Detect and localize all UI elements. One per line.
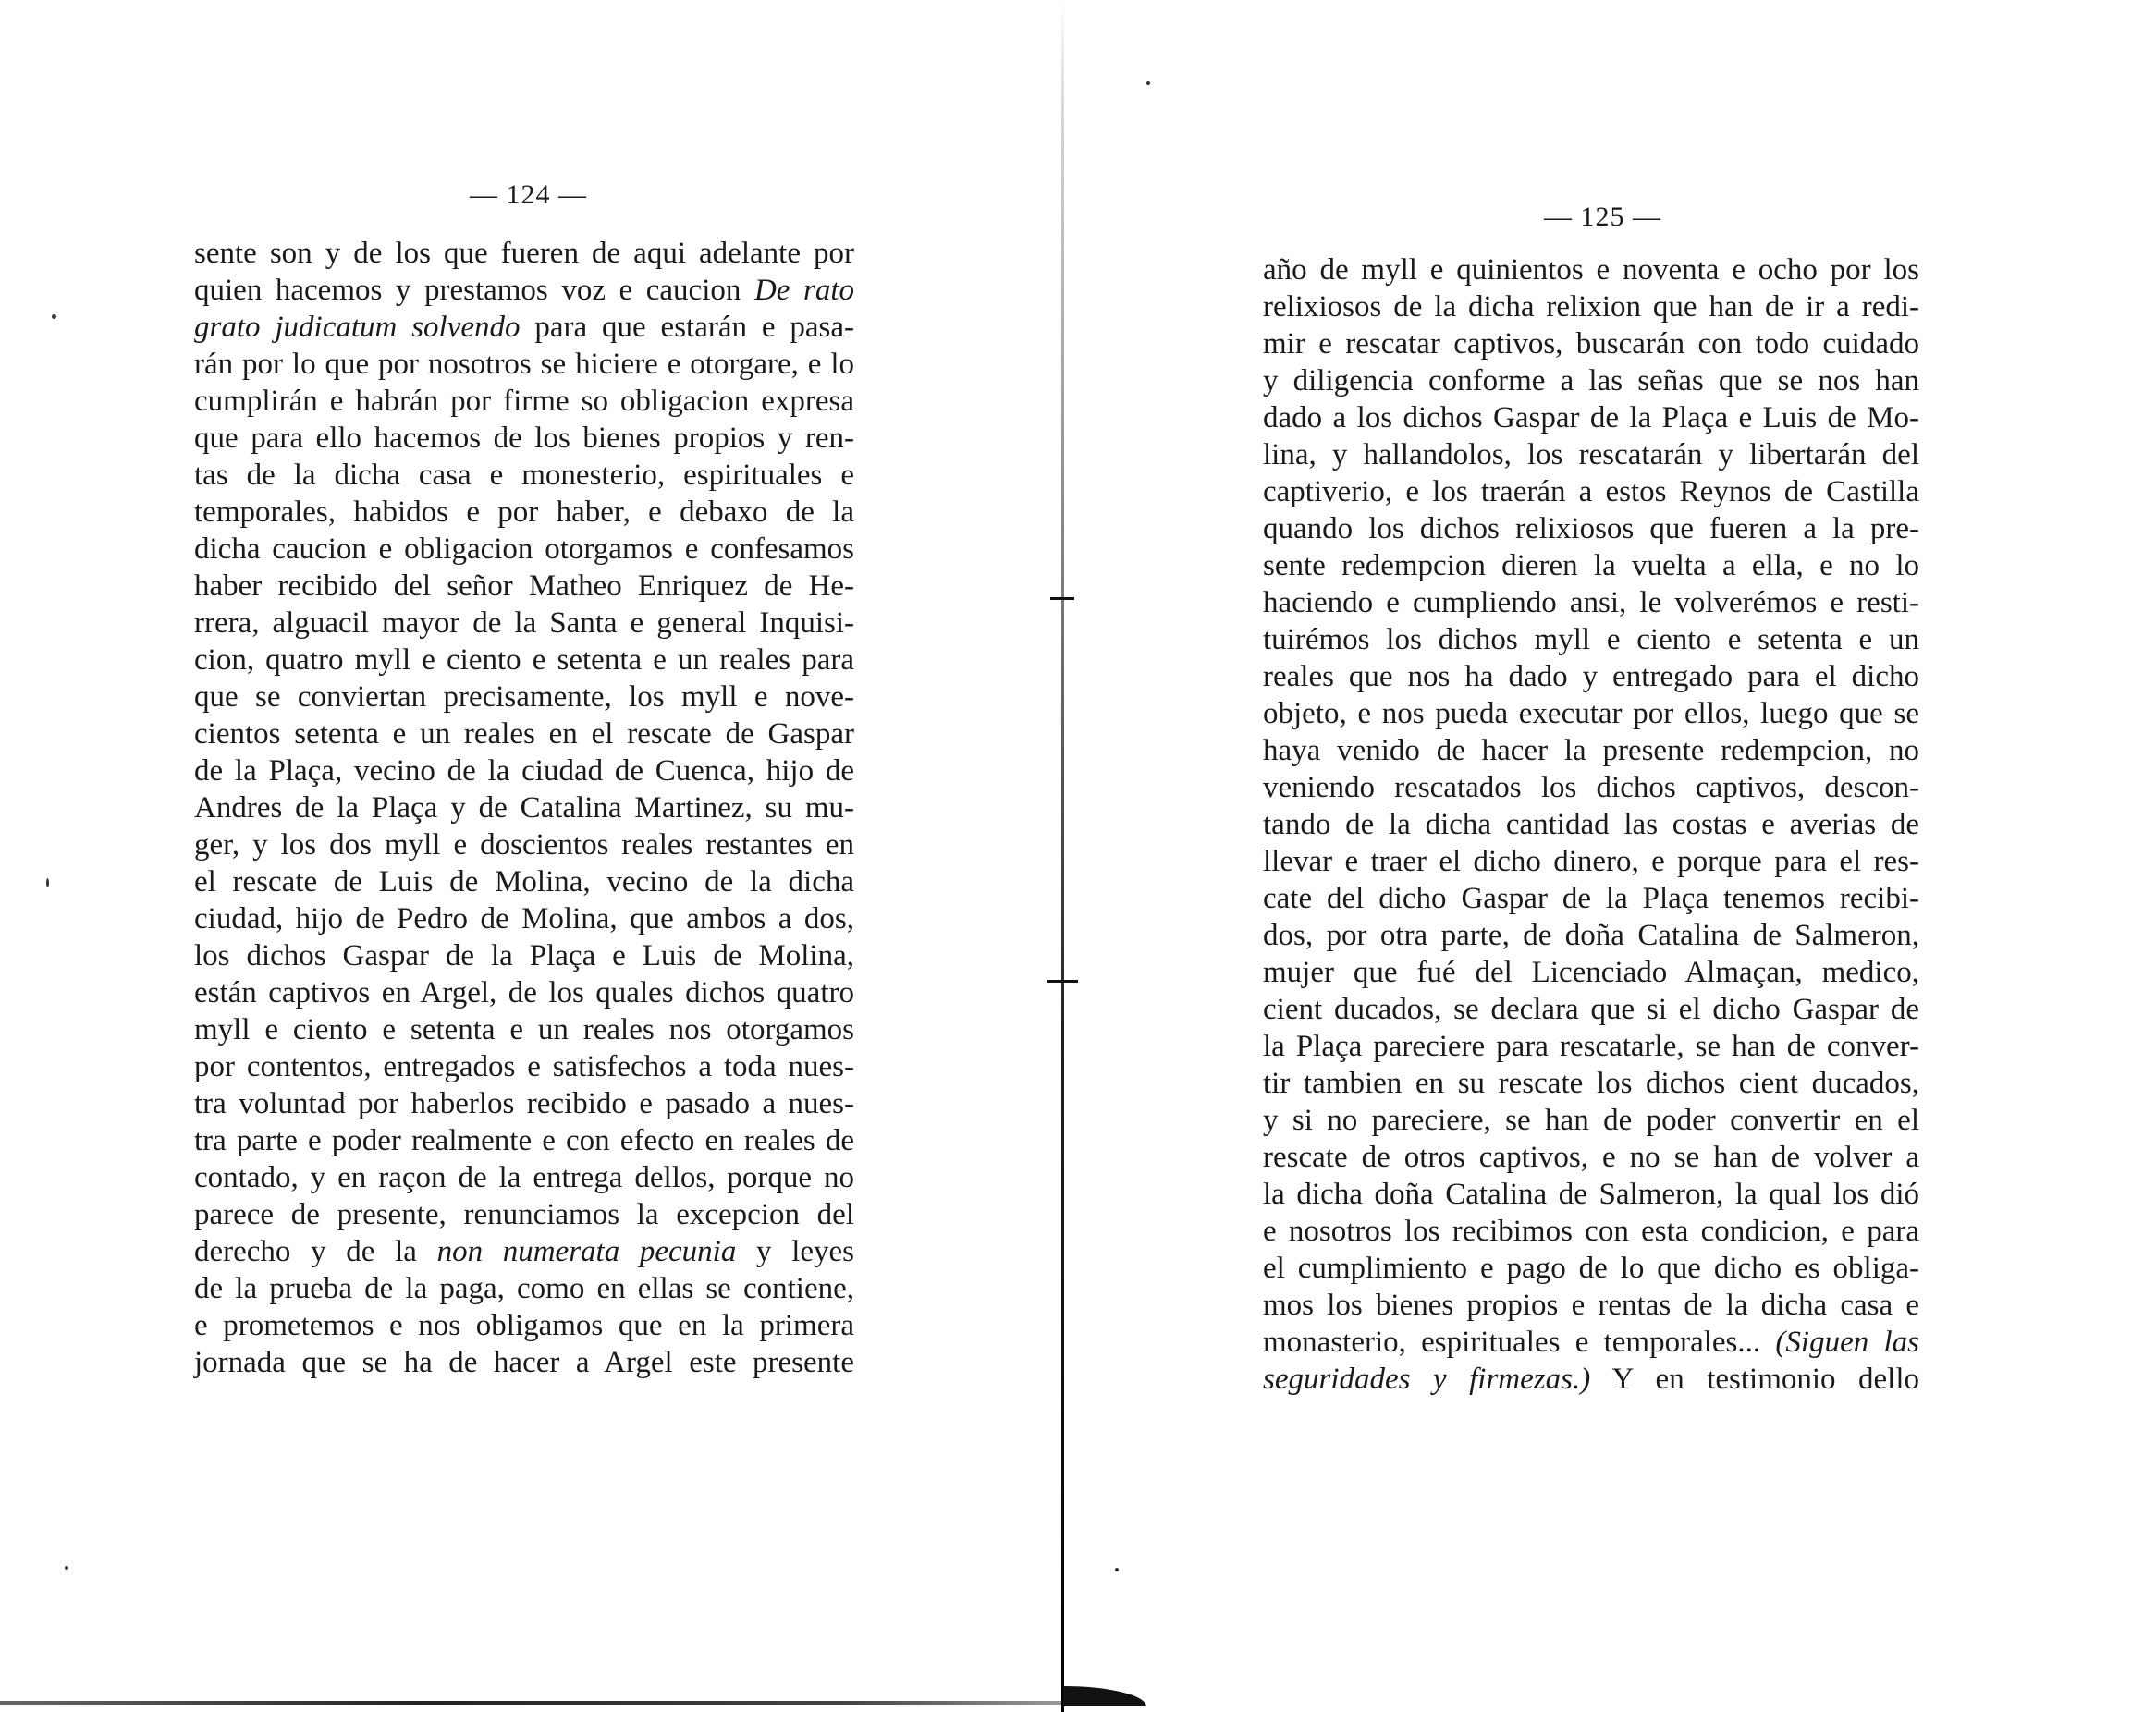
- text-line: [1263, 473, 1919, 510]
- text-line: [194, 1307, 854, 1344]
- text-segment: parece de presente, renunciamos la excepcion del: [194, 1198, 854, 1231]
- text-line: [194, 1048, 854, 1085]
- text-segment: dado a los dichos Gaspar de la Plaça e Luis de Mo-: [1263, 401, 1919, 434]
- text-segment: lina, y hallandolos, los rescatarán y libertarán del: [1263, 438, 1919, 471]
- text-line: [194, 1159, 854, 1196]
- text-segment: rescate de otros captivos, e no se han de volver a: [1263, 1141, 1919, 1174]
- text-segment: rrera, alguacil mayor de la Santa e general Inquisi-: [194, 606, 854, 640]
- text-line: [194, 420, 854, 457]
- text-segment: tir tambien en su rescate los dichos cient ducados,: [1263, 1067, 1919, 1100]
- text-line: [194, 1344, 854, 1381]
- text-segment: quien hacemos y prestamos voz e caucion: [194, 274, 754, 307]
- text-line: [194, 568, 854, 605]
- text-segment: tra voluntad por haberlos recibido e pasado a nues-: [194, 1087, 854, 1120]
- text-line: [194, 1196, 854, 1233]
- text-segment: cient ducados, se declara que si el dicho Gaspar de: [1263, 993, 1919, 1026]
- text-line: [1263, 436, 1919, 473]
- text-segment: tra parte e poder realmente e con efecto en reales de: [194, 1124, 854, 1157]
- text-line: [194, 1011, 854, 1048]
- text-segment: cion, quatro myll e ciento e setenta e un reales para: [194, 643, 854, 677]
- text-segment: jornada que se ha de hacer a Argel este presente: [194, 1346, 854, 1379]
- text-line: [194, 974, 854, 1011]
- text-segment: dos, por otra parte, de doña Catalina de Salmeron,: [1263, 919, 1919, 952]
- text-line: [1263, 547, 1919, 584]
- text-line: [1263, 1213, 1919, 1250]
- text-line: [194, 715, 854, 752]
- text-line: [194, 531, 854, 568]
- text-segment: llevar e traer el dicho dinero, e porque para el res-: [1263, 845, 1919, 878]
- text-segment: e nosotros los recibimos con esta condicion, e para: [1263, 1215, 1919, 1248]
- text-segment: objeto, e nos pueda executar por ellos, luego que se: [1263, 697, 1919, 730]
- text-line: [1263, 584, 1919, 621]
- text-segment: para que estarán e pasa-: [520, 311, 854, 344]
- italic-text-segment: seguridades y firmezas.): [1263, 1363, 1591, 1396]
- text-line: [194, 642, 854, 679]
- left-page: [0, 0, 1061, 1712]
- text-line: [1263, 399, 1919, 436]
- text-line: [194, 679, 854, 715]
- right-page-body: [1263, 251, 1919, 1398]
- page-number-left: — 124 —: [470, 179, 587, 210]
- italic-text-segment: non numerata pecunia: [436, 1235, 737, 1268]
- text-line: [1263, 1287, 1919, 1324]
- text-line: [194, 605, 854, 642]
- text-segment: Y en testimonio dello: [1590, 1363, 1919, 1396]
- text-segment: monasterio, espirituales e temporales...: [1263, 1326, 1776, 1359]
- text-line: [1263, 843, 1919, 880]
- text-segment: myll e ciento e setenta e un reales nos otorgamos: [194, 1013, 854, 1046]
- text-line: [1263, 1065, 1919, 1102]
- text-segment: Andres de la Plaça y de Catalina Martinez, su mu-: [194, 791, 854, 825]
- text-segment: relixiosos de la dicha relixion que han de ir a redi-: [1263, 290, 1919, 324]
- text-line: [1263, 1102, 1919, 1139]
- text-segment: año de myll e quinientos e noventa e ocho por los: [1263, 253, 1919, 287]
- text-line: [194, 1270, 854, 1307]
- text-segment: ger, y los dos myll e doscientos reales restantes en: [194, 828, 854, 862]
- text-line: [194, 1233, 854, 1270]
- text-line: [1263, 325, 1919, 362]
- text-segment: los dichos Gaspar de la Plaça e Luis de Molina,: [194, 939, 854, 972]
- text-segment: temporales, habidos e por haber, e debaxo de la: [194, 495, 854, 529]
- text-segment: y diligencia conforme a las señas que se nos han: [1263, 364, 1919, 397]
- text-line: [194, 383, 854, 420]
- text-segment: cate del dicho Gaspar de la Plaça tenemos recibi-: [1263, 882, 1919, 915]
- text-line: [1263, 1361, 1919, 1398]
- text-segment: el rescate de Luis de Molina, vecino de la dicha: [194, 865, 854, 899]
- text-segment: rán por lo que por nosotros se hiciere e otorgare, e lo: [194, 348, 854, 381]
- text-segment: haber recibido del señor Matheo Enriquez de He-: [194, 569, 854, 603]
- text-line: [1263, 288, 1919, 325]
- text-line: [1263, 1324, 1919, 1361]
- text-line: [194, 900, 854, 937]
- text-line: [194, 1122, 854, 1159]
- text-segment: quando los dichos relixiosos que fueren a la pre-: [1263, 512, 1919, 545]
- text-line: [1263, 658, 1919, 695]
- ink-speck: [1146, 81, 1150, 85]
- text-segment: el cumplimiento e pago de lo que dicho es obliga-: [1263, 1252, 1919, 1285]
- text-line: [1263, 732, 1919, 769]
- text-segment: haya venido de hacer la presente redempcion, no: [1263, 734, 1919, 767]
- text-line: [194, 272, 854, 309]
- text-segment: que se conviertan precisamente, los myll e nove-: [194, 680, 854, 714]
- text-line: [1263, 769, 1919, 806]
- text-segment: cientos setenta e un reales en el rescate de Gaspar: [194, 717, 854, 751]
- text-segment: de la Plaça, vecino de la ciudad de Cuenca, hijo de: [194, 754, 854, 788]
- text-line: [194, 937, 854, 974]
- text-segment: mujer que fué del Licenciado Almaçan, medico,: [1263, 956, 1919, 989]
- text-line: [1263, 251, 1919, 288]
- text-line: [194, 789, 854, 826]
- left-page-body: [194, 235, 854, 1381]
- text-line: [1263, 621, 1919, 658]
- ink-speck: [1115, 1568, 1119, 1571]
- text-line: [194, 826, 854, 863]
- text-segment: cumplirán e habrán por firme so obligacion expresa: [194, 385, 854, 418]
- text-line: [194, 457, 854, 494]
- text-line: [1263, 1250, 1919, 1287]
- text-line: [1263, 1176, 1919, 1213]
- text-line: [1263, 917, 1919, 954]
- text-segment: derecho y de la: [194, 1235, 437, 1268]
- text-segment: e prometemos e nos obligamos que en la primera: [194, 1309, 854, 1342]
- text-segment: dicha caucion e obligacion otorgamos e confesamos: [194, 532, 854, 566]
- text-segment: mir e rescatar captivos, buscarán con todo cuidado: [1263, 327, 1919, 361]
- text-segment: tuirémos los dichos myll e ciento e setenta e un: [1263, 623, 1919, 656]
- text-segment: captiverio, e los traerán a estos Reynos de Castilla: [1263, 475, 1919, 508]
- text-segment: por contentos, entregados e satisfechos a toda nues-: [194, 1050, 854, 1083]
- text-segment: la Plaça pareciere para rescatarle, se han de conver-: [1263, 1030, 1919, 1063]
- text-line: [1263, 1028, 1919, 1065]
- text-line: [1263, 954, 1919, 991]
- text-segment: tas de la dicha casa e monesterio, espirituales e: [194, 459, 854, 492]
- text-segment: que para ello hacemos de los bienes propios y ren-: [194, 422, 854, 455]
- text-segment: veniendo rescatados los dichos captivos, descon-: [1263, 771, 1919, 804]
- text-line: [1263, 991, 1919, 1028]
- right-page: [1061, 0, 2156, 1712]
- ink-speck: [52, 314, 56, 319]
- text-segment: y si no pareciere, se han de poder convertir en el: [1263, 1104, 1919, 1137]
- text-segment: reales que nos ha dado y entregado para el dicho: [1263, 660, 1919, 693]
- page-bottom-edge: [0, 1701, 1061, 1705]
- text-line: [194, 752, 854, 789]
- text-line: [1263, 510, 1919, 547]
- text-segment: sente son y de los que fueren de aqui adelante por: [194, 237, 854, 270]
- text-segment: de la prueba de la paga, como en ellas se contiene,: [194, 1272, 854, 1305]
- italic-text-segment: De rato: [753, 274, 854, 307]
- text-line: [1263, 362, 1919, 399]
- text-line: [1263, 1139, 1919, 1176]
- ink-speck: [65, 1566, 68, 1570]
- page-number-right: — 125 —: [1544, 202, 1661, 232]
- text-line: [194, 309, 854, 346]
- ink-speck: [46, 878, 49, 887]
- text-line: [1263, 880, 1919, 917]
- text-segment: haciendo e cumpliendo ansi, le volverémos e resti-: [1263, 586, 1919, 619]
- text-segment: están captivos en Argel, de los quales dichos quatro: [194, 976, 854, 1009]
- text-segment: mos los bienes propios e rentas de la dicha casa e: [1263, 1289, 1919, 1322]
- text-line: [194, 235, 854, 272]
- text-segment: y leyes: [736, 1235, 854, 1268]
- text-line: [1263, 806, 1919, 843]
- italic-text-segment: (Siguen las: [1775, 1326, 1919, 1359]
- text-segment: tando de la dicha cantidad las costas e averias de: [1263, 808, 1919, 841]
- text-line: [1263, 695, 1919, 732]
- text-segment: sente redempcion dieren la vuelta a ella, e no lo: [1263, 549, 1919, 582]
- text-segment: la dicha doña Catalina de Salmeron, la qual los dió: [1263, 1178, 1919, 1211]
- italic-text-segment: grato judicatum solvendo: [194, 311, 521, 344]
- text-line: [194, 494, 854, 531]
- text-segment: contado, y en raçon de la entrega dellos, porque no: [194, 1161, 854, 1194]
- text-line: [194, 1085, 854, 1122]
- text-line: [194, 346, 854, 383]
- text-segment: ciudad, hijo de Pedro de Molina, que ambos a dos,: [194, 902, 854, 935]
- text-line: [194, 863, 854, 900]
